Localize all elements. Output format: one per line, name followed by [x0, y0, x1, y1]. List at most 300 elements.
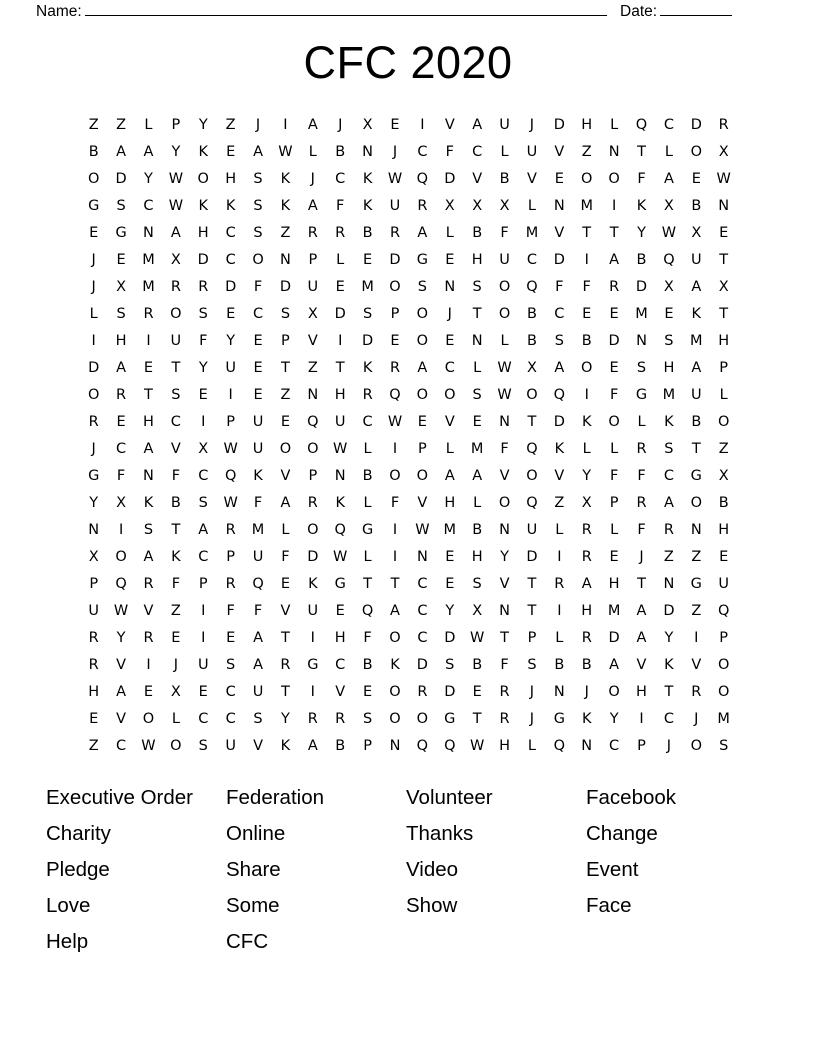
- word-list-item[interactable]: Love: [46, 894, 91, 917]
- grid-cell[interactable]: O: [717, 657, 730, 673]
- grid-cell[interactable]: X: [718, 279, 729, 295]
- grid-cell[interactable]: L: [445, 441, 454, 457]
- grid-cell[interactable]: D: [307, 549, 319, 565]
- grid-cell[interactable]: L: [637, 414, 646, 430]
- grid-cell[interactable]: Z: [718, 441, 729, 457]
- grid-cell[interactable]: B: [88, 144, 99, 160]
- grid-cell[interactable]: I: [392, 522, 398, 538]
- grid-cell[interactable]: E: [472, 414, 482, 430]
- grid-cell[interactable]: W: [387, 171, 403, 187]
- grid-cell[interactable]: F: [637, 468, 646, 484]
- grid-cell[interactable]: F: [116, 468, 126, 484]
- grid-cell[interactable]: X: [472, 603, 483, 619]
- grid-cell[interactable]: X: [718, 144, 729, 160]
- grid-cell[interactable]: X: [116, 279, 127, 295]
- grid-cell[interactable]: A: [609, 657, 620, 673]
- grid-cell[interactable]: B: [472, 522, 483, 538]
- grid-cell[interactable]: S: [636, 360, 647, 376]
- grid-cell[interactable]: A: [636, 630, 647, 646]
- grid-cell[interactable]: F: [253, 279, 263, 295]
- grid-cell[interactable]: G: [307, 657, 319, 673]
- grid-cell[interactable]: Q: [416, 171, 429, 187]
- grid-cell[interactable]: Y: [171, 144, 181, 160]
- grid-cell[interactable]: E: [335, 603, 345, 619]
- grid-cell[interactable]: L: [144, 117, 153, 133]
- grid-cell[interactable]: E: [280, 576, 291, 592]
- grid-cell[interactable]: D: [115, 171, 127, 187]
- grid-cell[interactable]: B: [554, 657, 565, 673]
- grid-cell[interactable]: O: [690, 144, 702, 160]
- grid-cell[interactable]: N: [663, 576, 675, 592]
- grid-cell[interactable]: V: [691, 657, 702, 673]
- grid-cell[interactable]: D: [362, 333, 374, 349]
- grid-cell[interactable]: O: [690, 495, 702, 511]
- grid-cell[interactable]: D: [389, 252, 401, 268]
- grid-cell[interactable]: W: [497, 360, 512, 376]
- grid-cell[interactable]: E: [445, 576, 455, 592]
- grid-cell[interactable]: M: [690, 333, 703, 349]
- grid-cell[interactable]: Q: [416, 738, 429, 754]
- grid-cell[interactable]: P: [390, 306, 400, 322]
- grid-cell[interactable]: F: [500, 225, 509, 241]
- grid-cell[interactable]: E: [226, 630, 236, 646]
- grid-cell[interactable]: S: [198, 495, 208, 511]
- grid-cell[interactable]: N: [499, 414, 510, 430]
- grid-cell[interactable]: U: [334, 414, 346, 430]
- grid-cell[interactable]: R: [225, 576, 236, 592]
- word-list-item[interactable]: CFC: [226, 930, 269, 953]
- grid-cell[interactable]: M: [580, 198, 593, 214]
- grid-cell[interactable]: T: [637, 144, 646, 160]
- grid-cell[interactable]: G: [416, 252, 428, 268]
- grid-cell[interactable]: Y: [445, 603, 455, 619]
- grid-cell[interactable]: A: [116, 684, 127, 700]
- grid-cell[interactable]: Q: [526, 495, 538, 511]
- grid-cell[interactable]: L: [582, 441, 591, 457]
- grid-cell[interactable]: I: [201, 630, 206, 646]
- grid-cell[interactable]: X: [307, 306, 318, 322]
- grid-cell[interactable]: C: [335, 171, 346, 187]
- grid-cell[interactable]: N: [553, 198, 565, 214]
- grid-cell[interactable]: R: [116, 387, 127, 403]
- grid-cell[interactable]: F: [500, 441, 509, 457]
- grid-cell[interactable]: Y: [500, 549, 509, 565]
- grid-cell[interactable]: D: [635, 279, 648, 295]
- grid-cell[interactable]: L: [500, 333, 509, 349]
- grid-cell[interactable]: C: [225, 684, 236, 700]
- grid-cell[interactable]: E: [89, 225, 99, 241]
- grid-cell[interactable]: S: [116, 306, 126, 322]
- grid-cell[interactable]: M: [470, 441, 484, 457]
- grid-cell[interactable]: A: [253, 144, 263, 160]
- grid-cell[interactable]: I: [118, 522, 124, 538]
- grid-cell[interactable]: F: [336, 198, 345, 214]
- grid-cell[interactable]: A: [170, 225, 181, 241]
- grid-cell[interactable]: O: [389, 684, 401, 700]
- grid-cell[interactable]: K: [636, 198, 647, 214]
- grid-cell[interactable]: Z: [663, 549, 674, 565]
- grid-cell[interactable]: N: [416, 549, 428, 565]
- grid-cell[interactable]: F: [582, 279, 591, 295]
- grid-cell[interactable]: Y: [116, 630, 126, 646]
- grid-cell[interactable]: F: [253, 495, 263, 511]
- grid-cell[interactable]: K: [335, 495, 345, 511]
- grid-cell[interactable]: Z: [307, 360, 318, 376]
- word-list-item[interactable]: Facebook: [586, 786, 677, 809]
- grid-cell[interactable]: I: [584, 252, 589, 268]
- grid-cell[interactable]: H: [608, 576, 620, 592]
- grid-cell[interactable]: E: [390, 117, 400, 133]
- grid-cell[interactable]: T: [335, 360, 345, 376]
- grid-cell[interactable]: D: [690, 117, 702, 133]
- grid-cell[interactable]: T: [171, 522, 181, 538]
- grid-cell[interactable]: G: [553, 711, 565, 727]
- grid-cell[interactable]: X: [472, 198, 483, 214]
- grid-cell[interactable]: O: [115, 549, 127, 565]
- grid-cell[interactable]: U: [499, 252, 510, 268]
- word-list-item[interactable]: Face: [586, 894, 632, 917]
- grid-cell[interactable]: D: [553, 252, 565, 268]
- grid-cell[interactable]: R: [389, 360, 401, 376]
- grid-cell[interactable]: O: [389, 711, 401, 727]
- grid-cell[interactable]: F: [555, 279, 564, 295]
- grid-cell[interactable]: K: [225, 198, 236, 214]
- grid-cell[interactable]: G: [334, 576, 346, 592]
- grid-cell[interactable]: O: [416, 333, 429, 349]
- grid-cell[interactable]: Q: [553, 738, 566, 754]
- grid-cell[interactable]: R: [554, 576, 565, 592]
- grid-cell[interactable]: R: [88, 657, 99, 673]
- grid-cell[interactable]: P: [637, 738, 646, 754]
- grid-cell[interactable]: C: [116, 441, 127, 457]
- grid-cell[interactable]: R: [718, 117, 729, 133]
- grid-cell[interactable]: C: [225, 252, 236, 268]
- grid-cell[interactable]: C: [116, 738, 127, 754]
- grid-cell[interactable]: N: [690, 522, 702, 538]
- grid-cell[interactable]: R: [581, 630, 592, 646]
- grid-cell[interactable]: P: [719, 630, 729, 646]
- grid-cell[interactable]: S: [472, 576, 482, 592]
- grid-cell[interactable]: U: [526, 522, 538, 538]
- grid-cell[interactable]: R: [307, 225, 318, 241]
- grid-cell[interactable]: E: [280, 414, 291, 430]
- grid-cell[interactable]: N: [307, 387, 319, 403]
- word-list-item[interactable]: Pledge: [46, 858, 110, 881]
- grid-cell[interactable]: F: [609, 387, 619, 403]
- grid-cell[interactable]: Q: [526, 279, 538, 295]
- grid-cell[interactable]: C: [335, 657, 346, 673]
- grid-cell[interactable]: B: [472, 657, 483, 673]
- grid-cell[interactable]: Z: [280, 225, 291, 241]
- grid-cell[interactable]: I: [228, 387, 233, 403]
- grid-cell[interactable]: J: [584, 684, 589, 700]
- grid-cell[interactable]: W: [168, 198, 184, 214]
- grid-cell[interactable]: S: [417, 279, 427, 295]
- grid-cell[interactable]: L: [555, 522, 564, 538]
- grid-cell[interactable]: Z: [280, 387, 291, 403]
- grid-cell[interactable]: N: [143, 468, 154, 484]
- grid-cell[interactable]: T: [500, 630, 509, 646]
- grid-cell[interactable]: B: [335, 144, 346, 160]
- grid-cell[interactable]: S: [664, 333, 674, 349]
- grid-cell[interactable]: W: [387, 414, 403, 430]
- grid-cell[interactable]: Q: [553, 387, 566, 403]
- grid-cell[interactable]: T: [390, 576, 400, 592]
- grid-cell[interactable]: B: [581, 657, 592, 673]
- grid-cell[interactable]: U: [252, 441, 264, 457]
- grid-cell[interactable]: C: [609, 738, 620, 754]
- grid-cell[interactable]: C: [663, 468, 674, 484]
- grid-cell[interactable]: X: [499, 198, 510, 214]
- grid-cell[interactable]: U: [225, 738, 236, 754]
- grid-cell[interactable]: G: [690, 468, 702, 484]
- grid-cell[interactable]: X: [116, 495, 127, 511]
- grid-cell[interactable]: S: [362, 306, 373, 322]
- grid-cell[interactable]: C: [143, 198, 154, 214]
- grid-cell[interactable]: L: [445, 225, 454, 241]
- grid-cell[interactable]: A: [417, 225, 428, 241]
- grid-cell[interactable]: I: [310, 630, 315, 646]
- grid-cell[interactable]: E: [143, 684, 154, 700]
- grid-cell[interactable]: V: [526, 171, 537, 187]
- grid-cell[interactable]: C: [417, 603, 428, 619]
- grid-cell[interactable]: N: [88, 522, 100, 538]
- grid-cell[interactable]: I: [146, 657, 151, 673]
- grid-cell[interactable]: B: [691, 198, 702, 214]
- grid-cell[interactable]: H: [718, 522, 730, 538]
- grid-cell[interactable]: O: [389, 630, 401, 646]
- grid-cell[interactable]: S: [143, 522, 154, 538]
- grid-cell[interactable]: J: [310, 171, 315, 187]
- grid-cell[interactable]: O: [608, 684, 620, 700]
- grid-cell[interactable]: H: [663, 360, 675, 376]
- grid-cell[interactable]: U: [225, 360, 236, 376]
- grid-cell[interactable]: A: [663, 495, 674, 511]
- grid-cell[interactable]: I: [201, 603, 206, 619]
- grid-cell[interactable]: A: [581, 576, 592, 592]
- grid-cell[interactable]: Z: [225, 117, 236, 133]
- grid-cell[interactable]: A: [472, 117, 483, 133]
- grid-cell[interactable]: I: [611, 198, 617, 214]
- grid-cell[interactable]: P: [171, 117, 181, 133]
- grid-cell[interactable]: J: [91, 279, 96, 295]
- grid-cell[interactable]: L: [719, 387, 728, 403]
- grid-cell[interactable]: E: [226, 306, 236, 322]
- grid-cell[interactable]: W: [469, 630, 485, 646]
- grid-cell[interactable]: S: [719, 738, 729, 754]
- grid-cell[interactable]: J: [529, 711, 535, 727]
- grid-cell[interactable]: W: [415, 522, 430, 538]
- grid-cell[interactable]: P: [308, 468, 318, 484]
- grid-cell[interactable]: V: [444, 414, 455, 430]
- grid-cell[interactable]: Q: [224, 468, 237, 484]
- grid-cell[interactable]: P: [281, 333, 290, 349]
- grid-cell[interactable]: E: [89, 711, 99, 727]
- grid-cell[interactable]: A: [143, 441, 154, 457]
- grid-cell[interactable]: W: [497, 387, 512, 403]
- grid-cell[interactable]: J: [255, 117, 261, 133]
- grid-cell[interactable]: M: [662, 387, 676, 403]
- grid-cell[interactable]: S: [226, 657, 236, 673]
- grid-cell[interactable]: I: [310, 684, 315, 700]
- grid-cell[interactable]: A: [116, 144, 127, 160]
- grid-cell[interactable]: J: [694, 711, 699, 727]
- grid-cell[interactable]: B: [362, 468, 373, 484]
- grid-cell[interactable]: A: [554, 360, 565, 376]
- grid-cell[interactable]: E: [363, 684, 373, 700]
- grid-cell[interactable]: E: [253, 387, 263, 403]
- grid-cell[interactable]: Q: [115, 576, 127, 592]
- grid-cell[interactable]: Y: [637, 225, 646, 241]
- grid-cell[interactable]: J: [392, 144, 398, 160]
- grid-cell[interactable]: O: [581, 171, 593, 187]
- grid-cell[interactable]: M: [443, 522, 457, 538]
- grid-cell[interactable]: W: [716, 171, 731, 187]
- grid-cell[interactable]: J: [91, 252, 96, 268]
- grid-cell[interactable]: E: [226, 144, 236, 160]
- grid-cell[interactable]: D: [608, 333, 620, 349]
- grid-cell[interactable]: A: [307, 117, 318, 133]
- word-list-item[interactable]: Help: [46, 930, 89, 953]
- grid-cell[interactable]: D: [279, 279, 292, 295]
- grid-cell[interactable]: O: [498, 279, 511, 295]
- grid-cell[interactable]: L: [281, 522, 290, 538]
- word-list-item[interactable]: Event: [586, 858, 639, 881]
- grid-cell[interactable]: N: [499, 603, 510, 619]
- grid-cell[interactable]: K: [691, 306, 702, 322]
- grid-cell[interactable]: I: [146, 333, 151, 349]
- grid-cell[interactable]: D: [444, 684, 456, 700]
- word-list-item[interactable]: Change: [586, 822, 658, 845]
- grid-cell[interactable]: A: [663, 171, 674, 187]
- grid-cell[interactable]: O: [444, 387, 456, 403]
- grid-cell[interactable]: S: [198, 738, 208, 754]
- grid-cell[interactable]: L: [527, 738, 536, 754]
- grid-cell[interactable]: O: [170, 306, 182, 322]
- grid-cell[interactable]: O: [690, 738, 702, 754]
- date-input-line[interactable]: [660, 2, 732, 16]
- grid-cell[interactable]: X: [526, 360, 537, 376]
- grid-cell[interactable]: Z: [581, 144, 592, 160]
- grid-cell[interactable]: V: [636, 657, 647, 673]
- grid-cell[interactable]: C: [225, 225, 236, 241]
- word-list-item[interactable]: Some: [226, 894, 280, 917]
- grid-cell[interactable]: P: [308, 252, 318, 268]
- grid-cell[interactable]: C: [198, 711, 209, 727]
- grid-cell[interactable]: R: [691, 684, 702, 700]
- grid-cell[interactable]: S: [253, 198, 263, 214]
- grid-cell[interactable]: G: [88, 468, 100, 484]
- grid-cell[interactable]: D: [416, 657, 428, 673]
- grid-cell[interactable]: C: [526, 252, 537, 268]
- grid-cell[interactable]: O: [416, 387, 429, 403]
- grid-cell[interactable]: E: [719, 549, 729, 565]
- grid-cell[interactable]: U: [252, 684, 264, 700]
- grid-cell[interactable]: S: [362, 711, 373, 727]
- grid-cell[interactable]: I: [639, 711, 644, 727]
- grid-cell[interactable]: W: [113, 603, 129, 619]
- grid-cell[interactable]: A: [636, 603, 647, 619]
- grid-cell[interactable]: R: [499, 711, 510, 727]
- grid-cell[interactable]: M: [142, 252, 155, 268]
- grid-cell[interactable]: C: [663, 711, 674, 727]
- grid-cell[interactable]: P: [719, 360, 729, 376]
- grid-cell[interactable]: Z: [554, 495, 565, 511]
- grid-cell[interactable]: L: [664, 144, 673, 160]
- grid-cell[interactable]: O: [389, 279, 401, 295]
- grid-cell[interactable]: Q: [444, 738, 456, 754]
- grid-cell[interactable]: Q: [252, 576, 264, 592]
- grid-cell[interactable]: R: [389, 225, 401, 241]
- grid-cell[interactable]: U: [88, 603, 99, 619]
- grid-cell[interactable]: E: [445, 252, 455, 268]
- grid-cell[interactable]: H: [197, 225, 209, 241]
- grid-cell[interactable]: O: [416, 711, 429, 727]
- grid-cell[interactable]: F: [171, 468, 181, 484]
- grid-cell[interactable]: M: [525, 225, 539, 241]
- grid-cell[interactable]: E: [171, 630, 181, 646]
- grid-cell[interactable]: Y: [89, 495, 99, 511]
- grid-cell[interactable]: V: [307, 333, 318, 349]
- grid-cell[interactable]: I: [420, 117, 425, 133]
- grid-cell[interactable]: R: [499, 684, 510, 700]
- grid-cell[interactable]: R: [417, 198, 428, 214]
- grid-cell[interactable]: W: [333, 549, 348, 565]
- grid-cell[interactable]: W: [333, 441, 348, 457]
- grid-cell[interactable]: L: [610, 117, 619, 133]
- grid-cell[interactable]: S: [116, 198, 126, 214]
- grid-cell[interactable]: R: [198, 279, 209, 295]
- grid-cell[interactable]: Z: [691, 549, 702, 565]
- grid-cell[interactable]: Q: [389, 387, 401, 403]
- grid-cell[interactable]: A: [444, 468, 455, 484]
- grid-cell[interactable]: M: [361, 279, 374, 295]
- grid-cell[interactable]: S: [527, 657, 537, 673]
- grid-cell[interactable]: B: [636, 252, 647, 268]
- grid-cell[interactable]: H: [471, 549, 483, 565]
- grid-cell[interactable]: S: [664, 441, 674, 457]
- grid-cell[interactable]: J: [91, 441, 96, 457]
- grid-cell[interactable]: U: [307, 279, 319, 295]
- grid-cell[interactable]: H: [88, 684, 100, 700]
- grid-cell[interactable]: Y: [226, 333, 236, 349]
- grid-cell[interactable]: K: [581, 414, 592, 430]
- grid-cell[interactable]: Z: [88, 117, 99, 133]
- grid-cell[interactable]: F: [281, 549, 290, 565]
- grid-cell[interactable]: R: [280, 657, 291, 673]
- grid-cell[interactable]: Q: [334, 522, 346, 538]
- grid-cell[interactable]: L: [473, 360, 482, 376]
- grid-cell[interactable]: E: [472, 684, 482, 700]
- grid-cell[interactable]: D: [663, 603, 675, 619]
- grid-cell[interactable]: F: [363, 630, 372, 646]
- grid-cell[interactable]: A: [417, 360, 428, 376]
- grid-cell[interactable]: O: [526, 387, 538, 403]
- grid-cell[interactable]: D: [88, 360, 100, 376]
- grid-cell[interactable]: P: [226, 549, 236, 565]
- grid-cell[interactable]: X: [88, 549, 99, 565]
- grid-cell[interactable]: A: [472, 468, 483, 484]
- grid-cell[interactable]: J: [338, 117, 343, 133]
- grid-cell[interactable]: K: [554, 441, 565, 457]
- grid-cell[interactable]: B: [526, 333, 537, 349]
- grid-cell[interactable]: F: [199, 333, 208, 349]
- grid-cell[interactable]: R: [581, 522, 592, 538]
- grid-cell[interactable]: R: [143, 306, 154, 322]
- grid-cell[interactable]: V: [280, 603, 291, 619]
- grid-cell[interactable]: Q: [717, 603, 730, 619]
- grid-cell[interactable]: N: [280, 252, 291, 268]
